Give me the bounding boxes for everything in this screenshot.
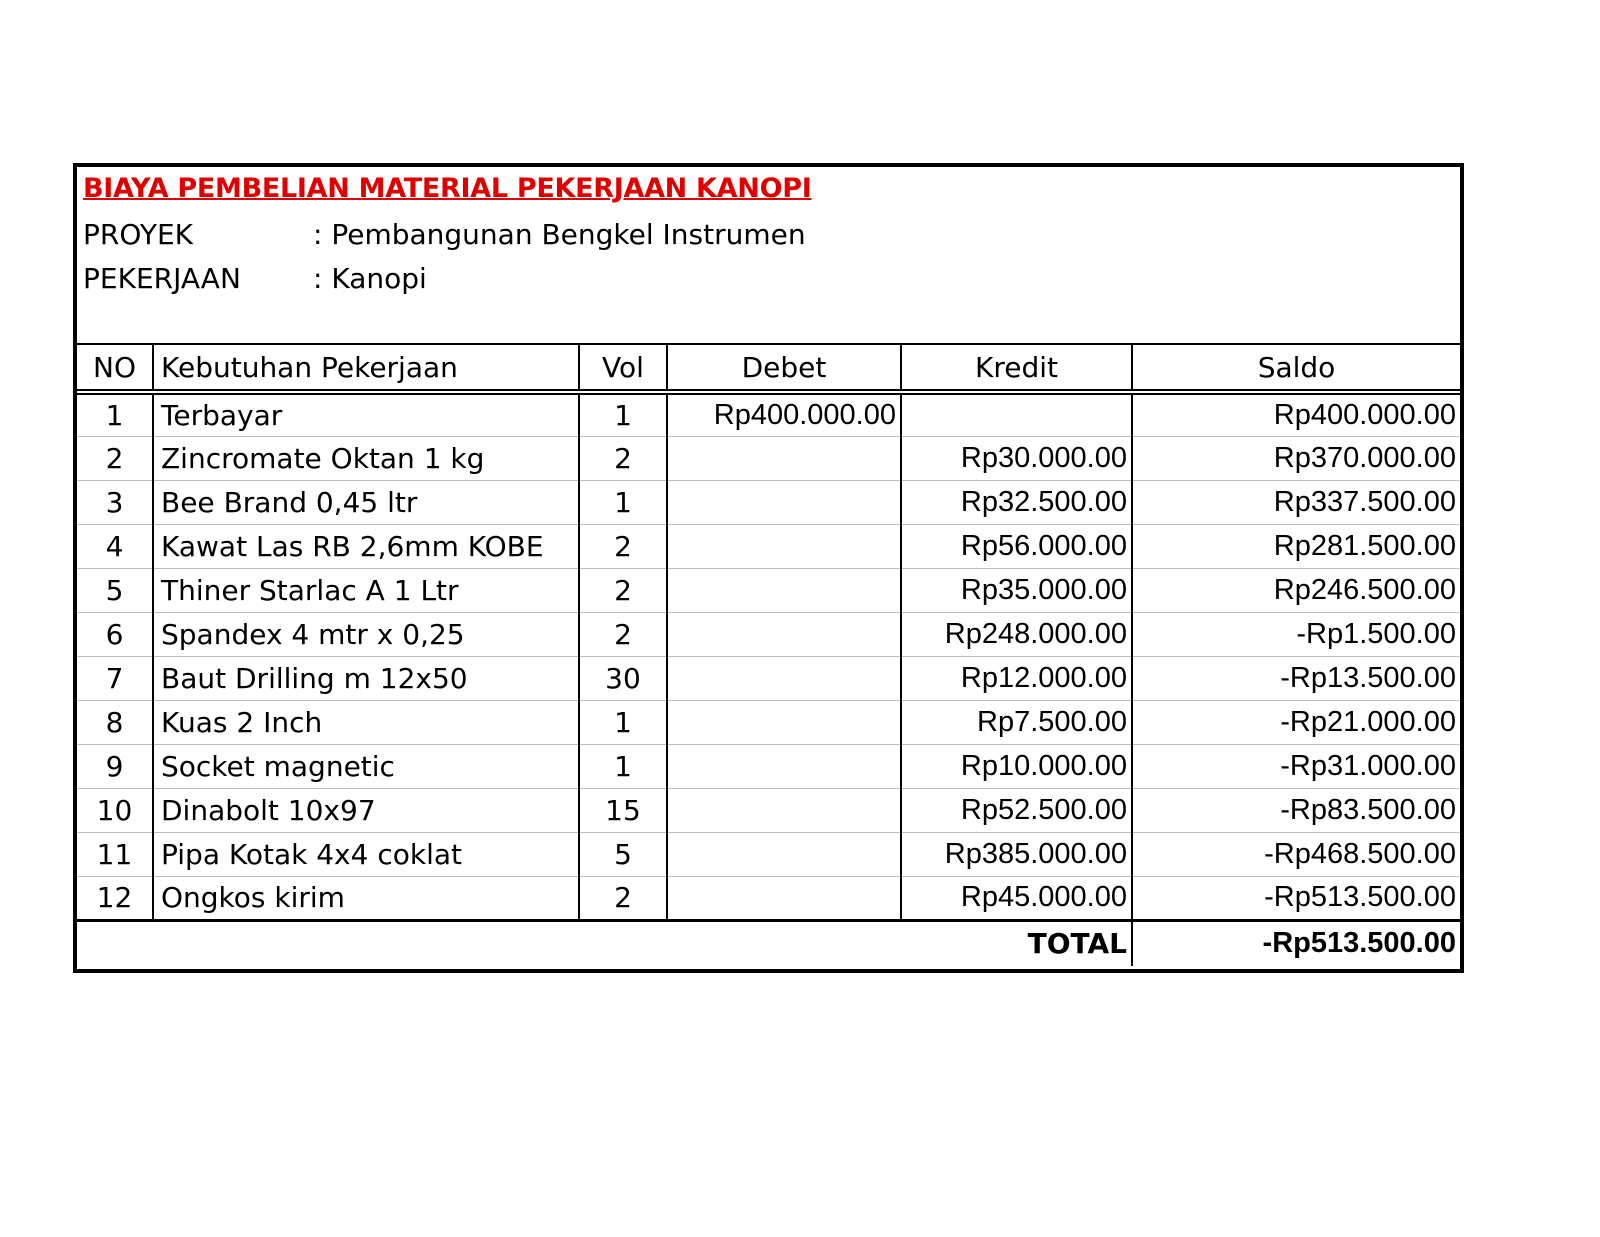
expense-sheet [73,163,1464,973]
cell-debit [667,876,901,920]
work-row [83,262,427,295]
table-row [77,524,1460,568]
cell-debit [667,744,901,788]
project-label: PROYEK [83,218,194,251]
cell-description: Zincromate Oktan 1 kg [153,436,579,480]
work-label: PEKERJAAN [83,262,241,295]
cell-debit [667,568,901,612]
expense-table [77,343,1460,966]
cell-balance: -Rp83.500.00 [1132,788,1460,832]
cell-description: Terbayar [153,392,579,436]
cell-volume: 2 [579,612,667,656]
cell-no: 10 [77,788,153,832]
cell-debit [667,612,901,656]
cell-no: 3 [77,480,153,524]
total-row [77,920,1460,966]
cell-description: Kawat Las RB 2,6mm KOBE [153,524,579,568]
col-header-balance: Saldo [1132,344,1460,392]
total-value: -Rp513.500.00 [1132,920,1460,966]
col-header-description: Kebutuhan Pekerjaan [153,344,579,392]
cell-description: Spandex 4 mtr x 0,25 [153,612,579,656]
cell-no: 9 [77,744,153,788]
project-row [83,218,806,251]
cell-volume: 1 [579,744,667,788]
table-header-row [77,344,1460,392]
cell-credit: Rp45.000.00 [901,876,1132,920]
cell-volume: 15 [579,788,667,832]
table-row [77,700,1460,744]
cell-volume: 30 [579,656,667,700]
cell-balance: -Rp513.500.00 [1132,876,1460,920]
cell-debit [667,656,901,700]
cell-balance: Rp246.500.00 [1132,568,1460,612]
work-value: : Kanopi [313,262,427,295]
table-row [77,744,1460,788]
cell-debit [667,700,901,744]
cell-description: Socket magnetic [153,744,579,788]
cell-balance: Rp400.000.00 [1132,392,1460,436]
cell-description: Ongkos kirim [153,876,579,920]
table-row [77,788,1460,832]
cell-debit [667,524,901,568]
cell-volume: 5 [579,832,667,876]
cell-no: 4 [77,524,153,568]
cell-volume: 1 [579,700,667,744]
col-header-credit: Kredit [901,344,1132,392]
table-row [77,876,1460,920]
cell-no: 5 [77,568,153,612]
cell-description: Baut Drilling m 12x50 [153,656,579,700]
table-row [77,436,1460,480]
cell-balance: -Rp13.500.00 [1132,656,1460,700]
col-header-no: NO [77,344,153,392]
cell-no: 1 [77,392,153,436]
table-row [77,832,1460,876]
cell-debit [667,436,901,480]
cell-no: 6 [77,612,153,656]
cell-description: Dinabolt 10x97 [153,788,579,832]
cell-description: Pipa Kotak 4x4 coklat [153,832,579,876]
cell-credit: Rp35.000.00 [901,568,1132,612]
cell-debit [667,832,901,876]
cell-no: 8 [77,700,153,744]
cell-credit: Rp7.500.00 [901,700,1132,744]
cell-balance: Rp370.000.00 [1132,436,1460,480]
project-value: : Pembangunan Bengkel Instrumen [313,218,806,251]
table-row [77,392,1460,436]
cell-credit: Rp52.500.00 [901,788,1132,832]
cell-credit: Rp56.000.00 [901,524,1132,568]
cell-balance: Rp337.500.00 [1132,480,1460,524]
cell-volume: 1 [579,392,667,436]
cell-volume: 2 [579,876,667,920]
sheet-title: BIAYA PEMBELIAN MATERIAL PEKERJAAN KANOPI [83,173,812,204]
cell-balance: -Rp31.000.00 [1132,744,1460,788]
table-row [77,656,1460,700]
cell-debit [667,788,901,832]
cell-credit: Rp12.000.00 [901,656,1132,700]
cell-no: 12 [77,876,153,920]
table-row [77,568,1460,612]
cell-credit [901,392,1132,436]
cell-no: 11 [77,832,153,876]
cell-no: 7 [77,656,153,700]
table-row [77,612,1460,656]
cell-balance: -Rp1.500.00 [1132,612,1460,656]
cell-volume: 2 [579,568,667,612]
cell-volume: 2 [579,524,667,568]
cell-credit: Rp248.000.00 [901,612,1132,656]
cell-credit: Rp10.000.00 [901,744,1132,788]
cell-description: Bee Brand 0,45 ltr [153,480,579,524]
col-header-debit: Debet [667,344,901,392]
table-row [77,480,1460,524]
cell-debit: Rp400.000.00 [667,392,901,436]
cell-no: 2 [77,436,153,480]
col-header-volume: Vol [579,344,667,392]
cell-credit: Rp30.000.00 [901,436,1132,480]
cell-debit [667,480,901,524]
cell-credit: Rp32.500.00 [901,480,1132,524]
cell-balance: Rp281.500.00 [1132,524,1460,568]
cell-volume: 1 [579,480,667,524]
cell-volume: 2 [579,436,667,480]
cell-balance: -Rp21.000.00 [1132,700,1460,744]
cell-balance: -Rp468.500.00 [1132,832,1460,876]
cell-description: Kuas 2 Inch [153,700,579,744]
total-label: TOTAL [1027,927,1127,961]
cell-description: Thiner Starlac A 1 Ltr [153,568,579,612]
cell-credit: Rp385.000.00 [901,832,1132,876]
